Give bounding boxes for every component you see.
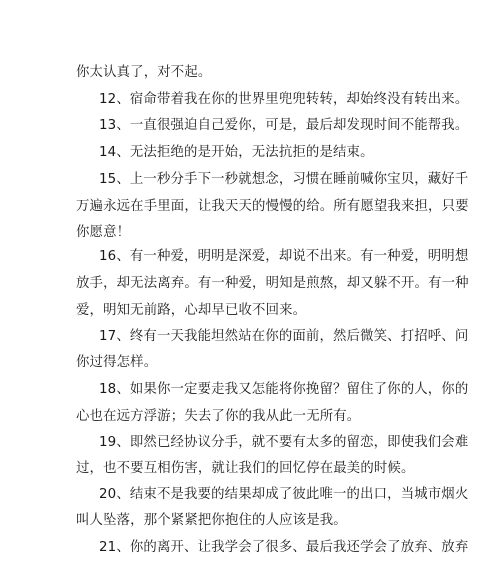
text-line: 17、终有一天我能坦然站在你的面前，然后微笑、打招呼、问	[99, 329, 469, 344]
text-line: 心也在远方浮游；失去了你的我从此一无所有。	[76, 409, 361, 424]
text-line: 14、无法拒绝的是开始，无法抗拒的是结束。	[99, 145, 374, 160]
text-line: 放手，却无法离弃。有一种爱，明知是煎熬，却又躲不开。有一种	[76, 276, 469, 291]
text-line: 21、你的离开、让我学会了很多、最后我还学会了放弃、放弃	[99, 540, 469, 555]
text-line: 16、有一种爱，明明是深爱，却说不出来。有一种爱，明明想	[99, 249, 469, 264]
text-line: 你愿意！	[76, 225, 131, 240]
text-line: 20、结束不是我要的结果却成了彼此唯一的出口，当城市烟火	[99, 487, 469, 502]
text-line: 叫人坠落，那个紧紧把你抱住的人应该是我。	[76, 513, 347, 528]
text-line: 12、宿命带着我在你的世界里兜兜转转，却始终没有转出来。	[99, 92, 469, 107]
text-line: 19、即然已经协议分手，就不要有太多的留恋，即使我们会难	[99, 435, 469, 450]
text-line: 过，也不要互相伤害，就让我们的回忆停在最美的时候。	[76, 461, 415, 476]
text-line: 18、如果你一定要走我又怎能将你挽留？留住了你的人，你的	[99, 382, 469, 397]
text-line: 爱，明知无前路，心却早已收不回来。	[76, 303, 307, 318]
text-line: 万遍永远在手里面，让我天天的慢慢的给。所有愿望我来担，只要	[76, 199, 469, 214]
text-line: 15、上一秒分手下一秒就想念，习惯在睡前喊你宝贝，藏好千	[99, 172, 469, 187]
text-line: 你太认真了，对不起。	[76, 65, 212, 80]
text-line: 你过得怎样。	[76, 355, 158, 370]
text-line: 13、一直很强迫自己爱你，可是，最后却发现时间不能帮我。	[99, 118, 469, 133]
